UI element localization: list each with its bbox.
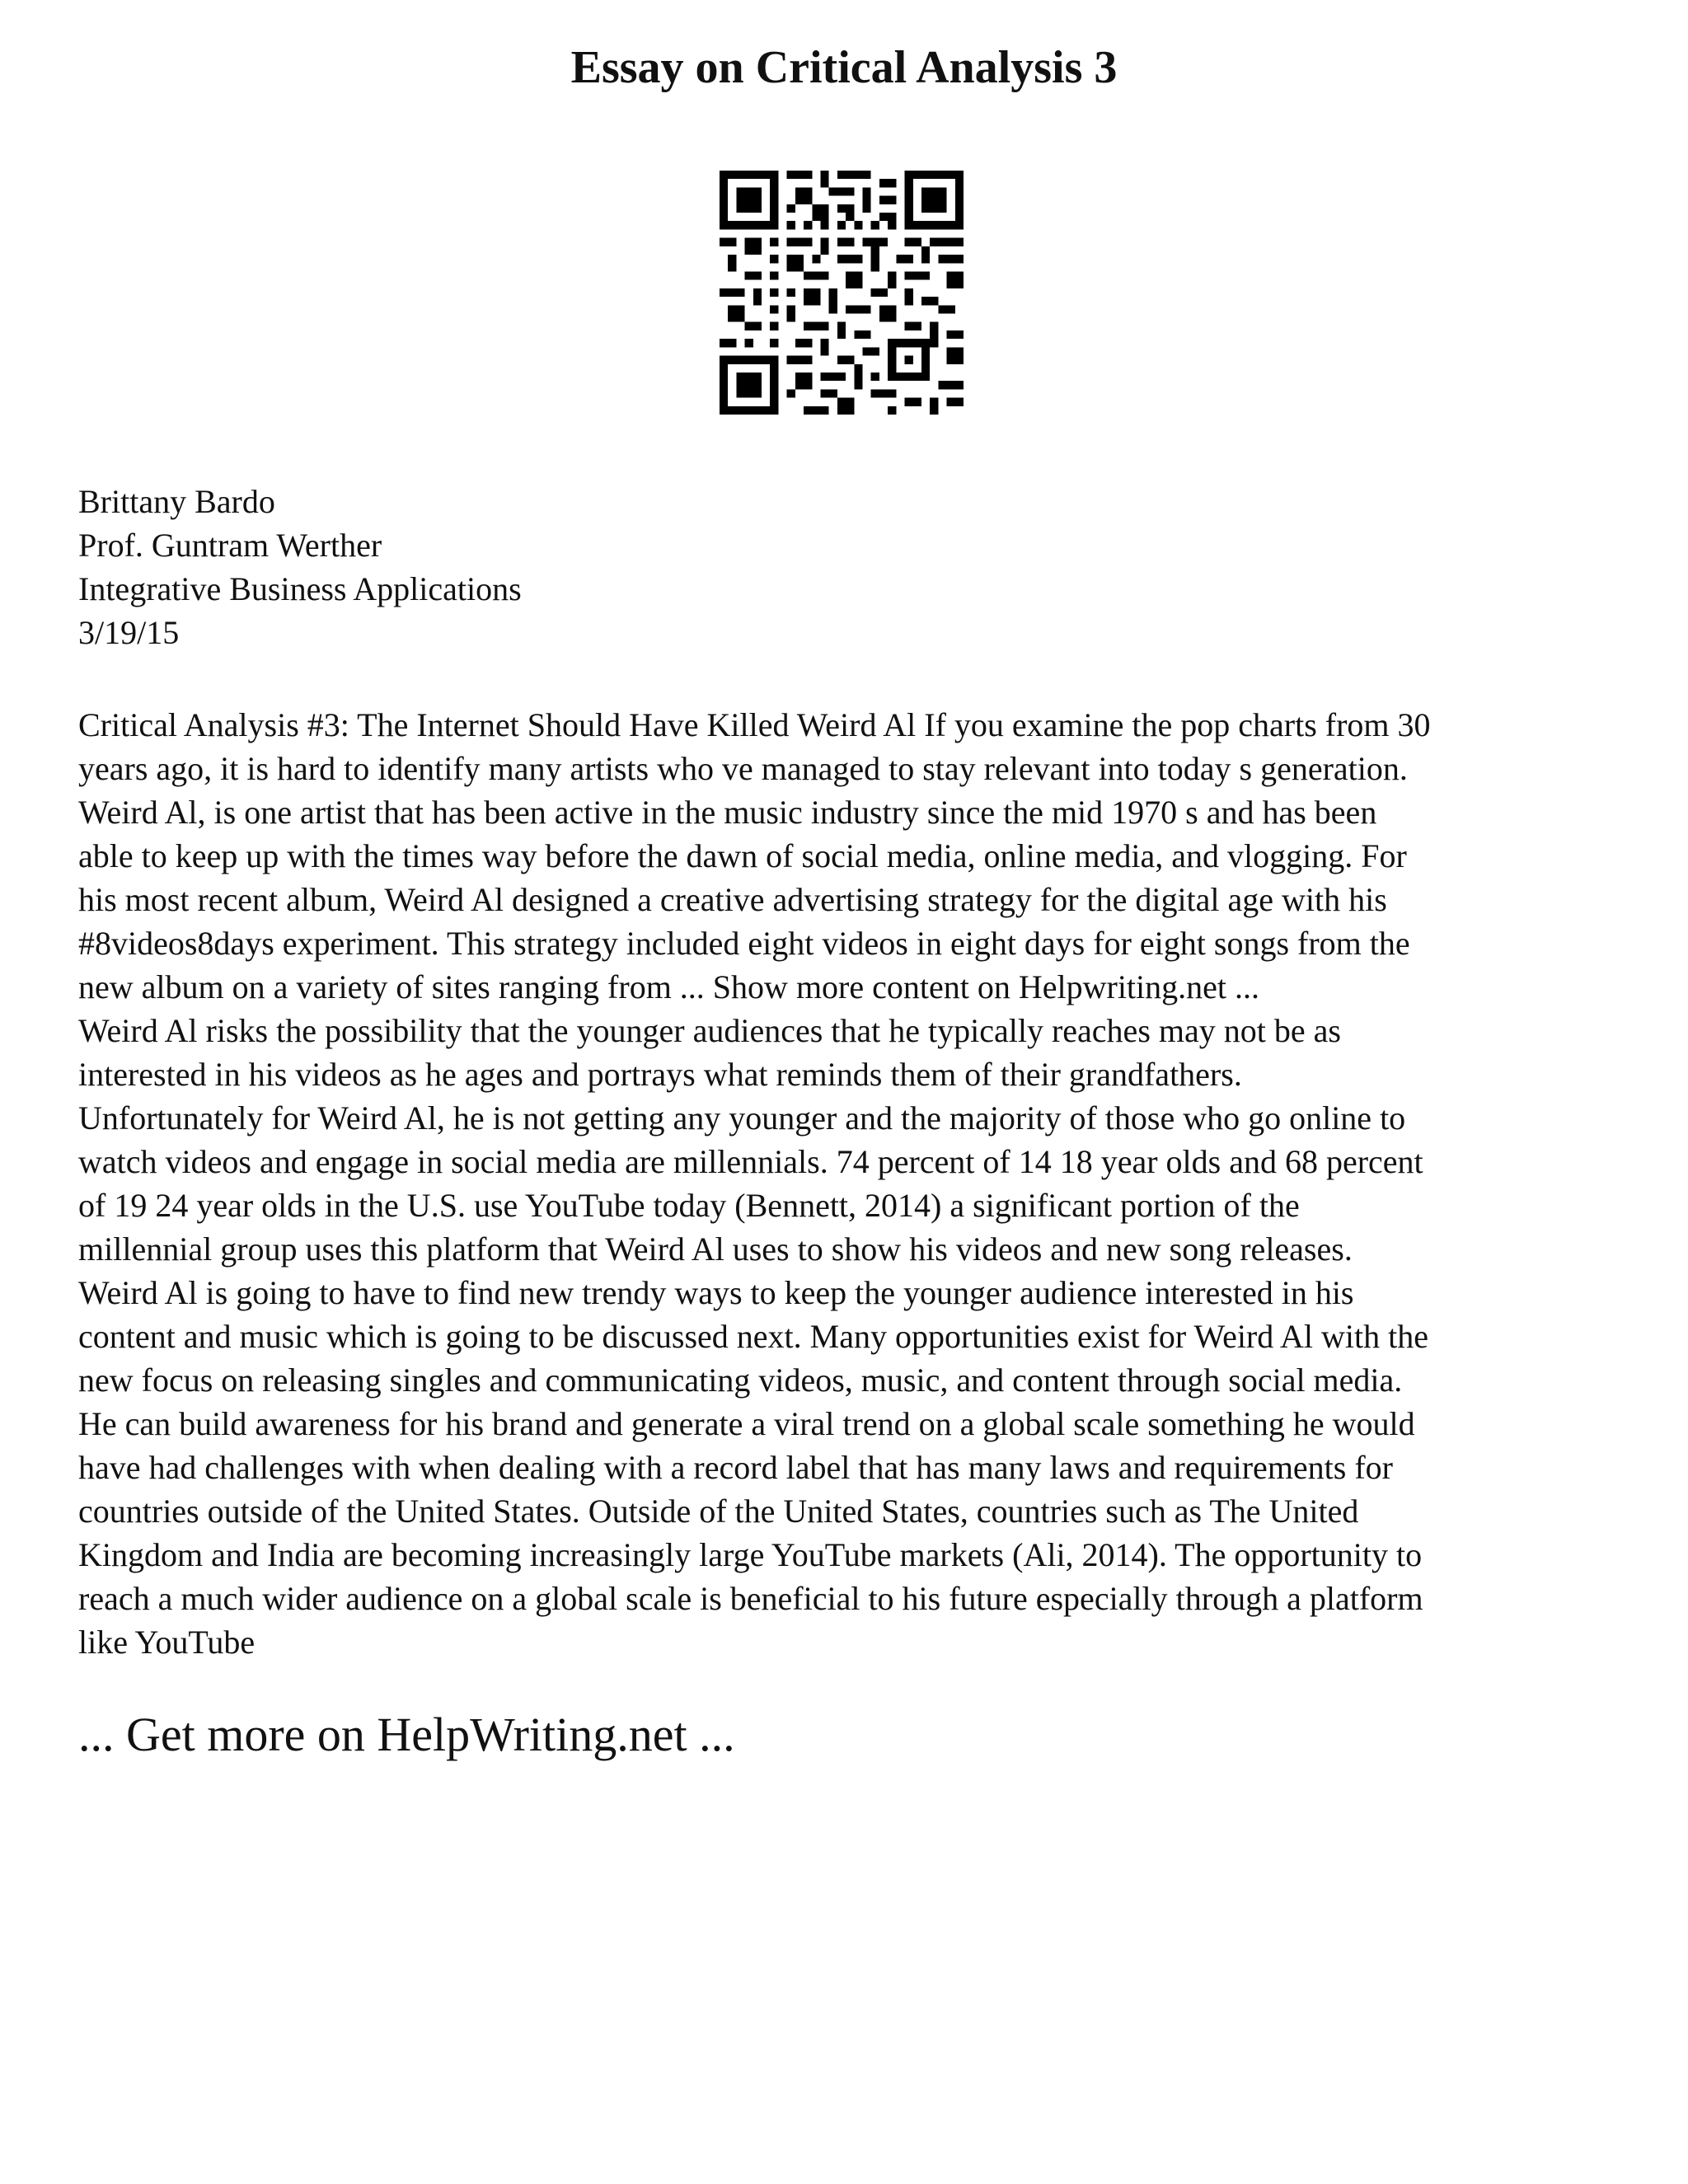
essay-line: Unfortunately for Weird Al, he is not getting any younger and the majority of those who go online to <box>78 1099 1406 1137</box>
essay-body <box>78 703 1620 1664</box>
essay-line: Weird Al risks the possibility that the younger audiences that he typically reaches may not be as <box>78 1012 1341 1049</box>
author-block <box>78 480 1611 654</box>
essay-line: able to keep up with the times way before the dawn of social media, online media, and vlogging. For <box>78 837 1407 874</box>
essay-line: #8videos8days experiment. This strategy included eight videos in eight days for eight songs from the <box>78 925 1410 962</box>
essay-line: Kingdom and India are becoming increasingly large YouTube markets (Ali, 2014). The opportunity to <box>78 1536 1423 1573</box>
essay-line: watch videos and engage in social media are millennials. 74 percent of 14 18 year olds and 68 percent <box>78 1143 1423 1180</box>
essay-date: 3/19/15 <box>78 614 180 651</box>
essay-line: content and music which is going to be discussed next. Many opportunities exist for Weird Al with the <box>78 1318 1429 1355</box>
essay-line: have had challenges with when dealing with a record label that has many laws and requirements for <box>78 1449 1393 1486</box>
essay-line: interested in his videos as he ages and portrays what reminds them of their grandfathers. <box>78 1056 1242 1093</box>
author-name: Brittany Bardo <box>78 483 275 520</box>
professor-name: Prof. Guntram Werther <box>78 527 382 564</box>
get-more-link[interactable]: ... Get more on HelpWriting.net ... <box>78 1708 735 1761</box>
essay-line: He can build awareness for his brand and generate a viral trend on a global scale something he would <box>78 1405 1415 1442</box>
essay-line: new focus on releasing singles and communicating videos, music, and content through social media. <box>78 1361 1403 1399</box>
essay-line: Weird Al, is one artist that has been active in the music industry since the mid 1970 s and has been <box>78 794 1377 831</box>
qr-code-icon <box>720 171 964 415</box>
essay-line: like YouTube <box>78 1624 256 1661</box>
essay-line: new album on a variety of sites ranging from ... Show more content on Helpwriting.net ... <box>78 968 1260 1005</box>
essay-line: millennial group uses this platform that Weird Al uses to show his videos and new song releases. <box>78 1230 1353 1268</box>
essay-line: his most recent album, Weird Al designed a creative advertising strategy for the digital age with his <box>78 881 1387 918</box>
essay-line: of 19 24 year olds in the U.S. use YouTube today (Bennett, 2014) a significant portion of the <box>78 1187 1300 1224</box>
course-name: Integrative Business Applications <box>78 570 522 607</box>
essay-line: Weird Al is going to have to find new trendy ways to keep the younger audience interested in his <box>78 1274 1354 1311</box>
essay-line: Critical Analysis #3: The Internet Should Have Killed Weird Al If you examine the pop charts from 30 <box>78 706 1431 743</box>
essay-line: countries outside of the United States. Outside of the United States, countries such as The United <box>78 1493 1359 1530</box>
document-title: Essay on Critical Analysis 3 <box>570 42 1118 93</box>
essay-line: reach a much wider audience on a global scale is beneficial to his future especially through a platform <box>78 1580 1423 1617</box>
essay-line: years ago, it is hard to identify many artists who ve managed to stay relevant into today s generation. <box>78 750 1408 787</box>
